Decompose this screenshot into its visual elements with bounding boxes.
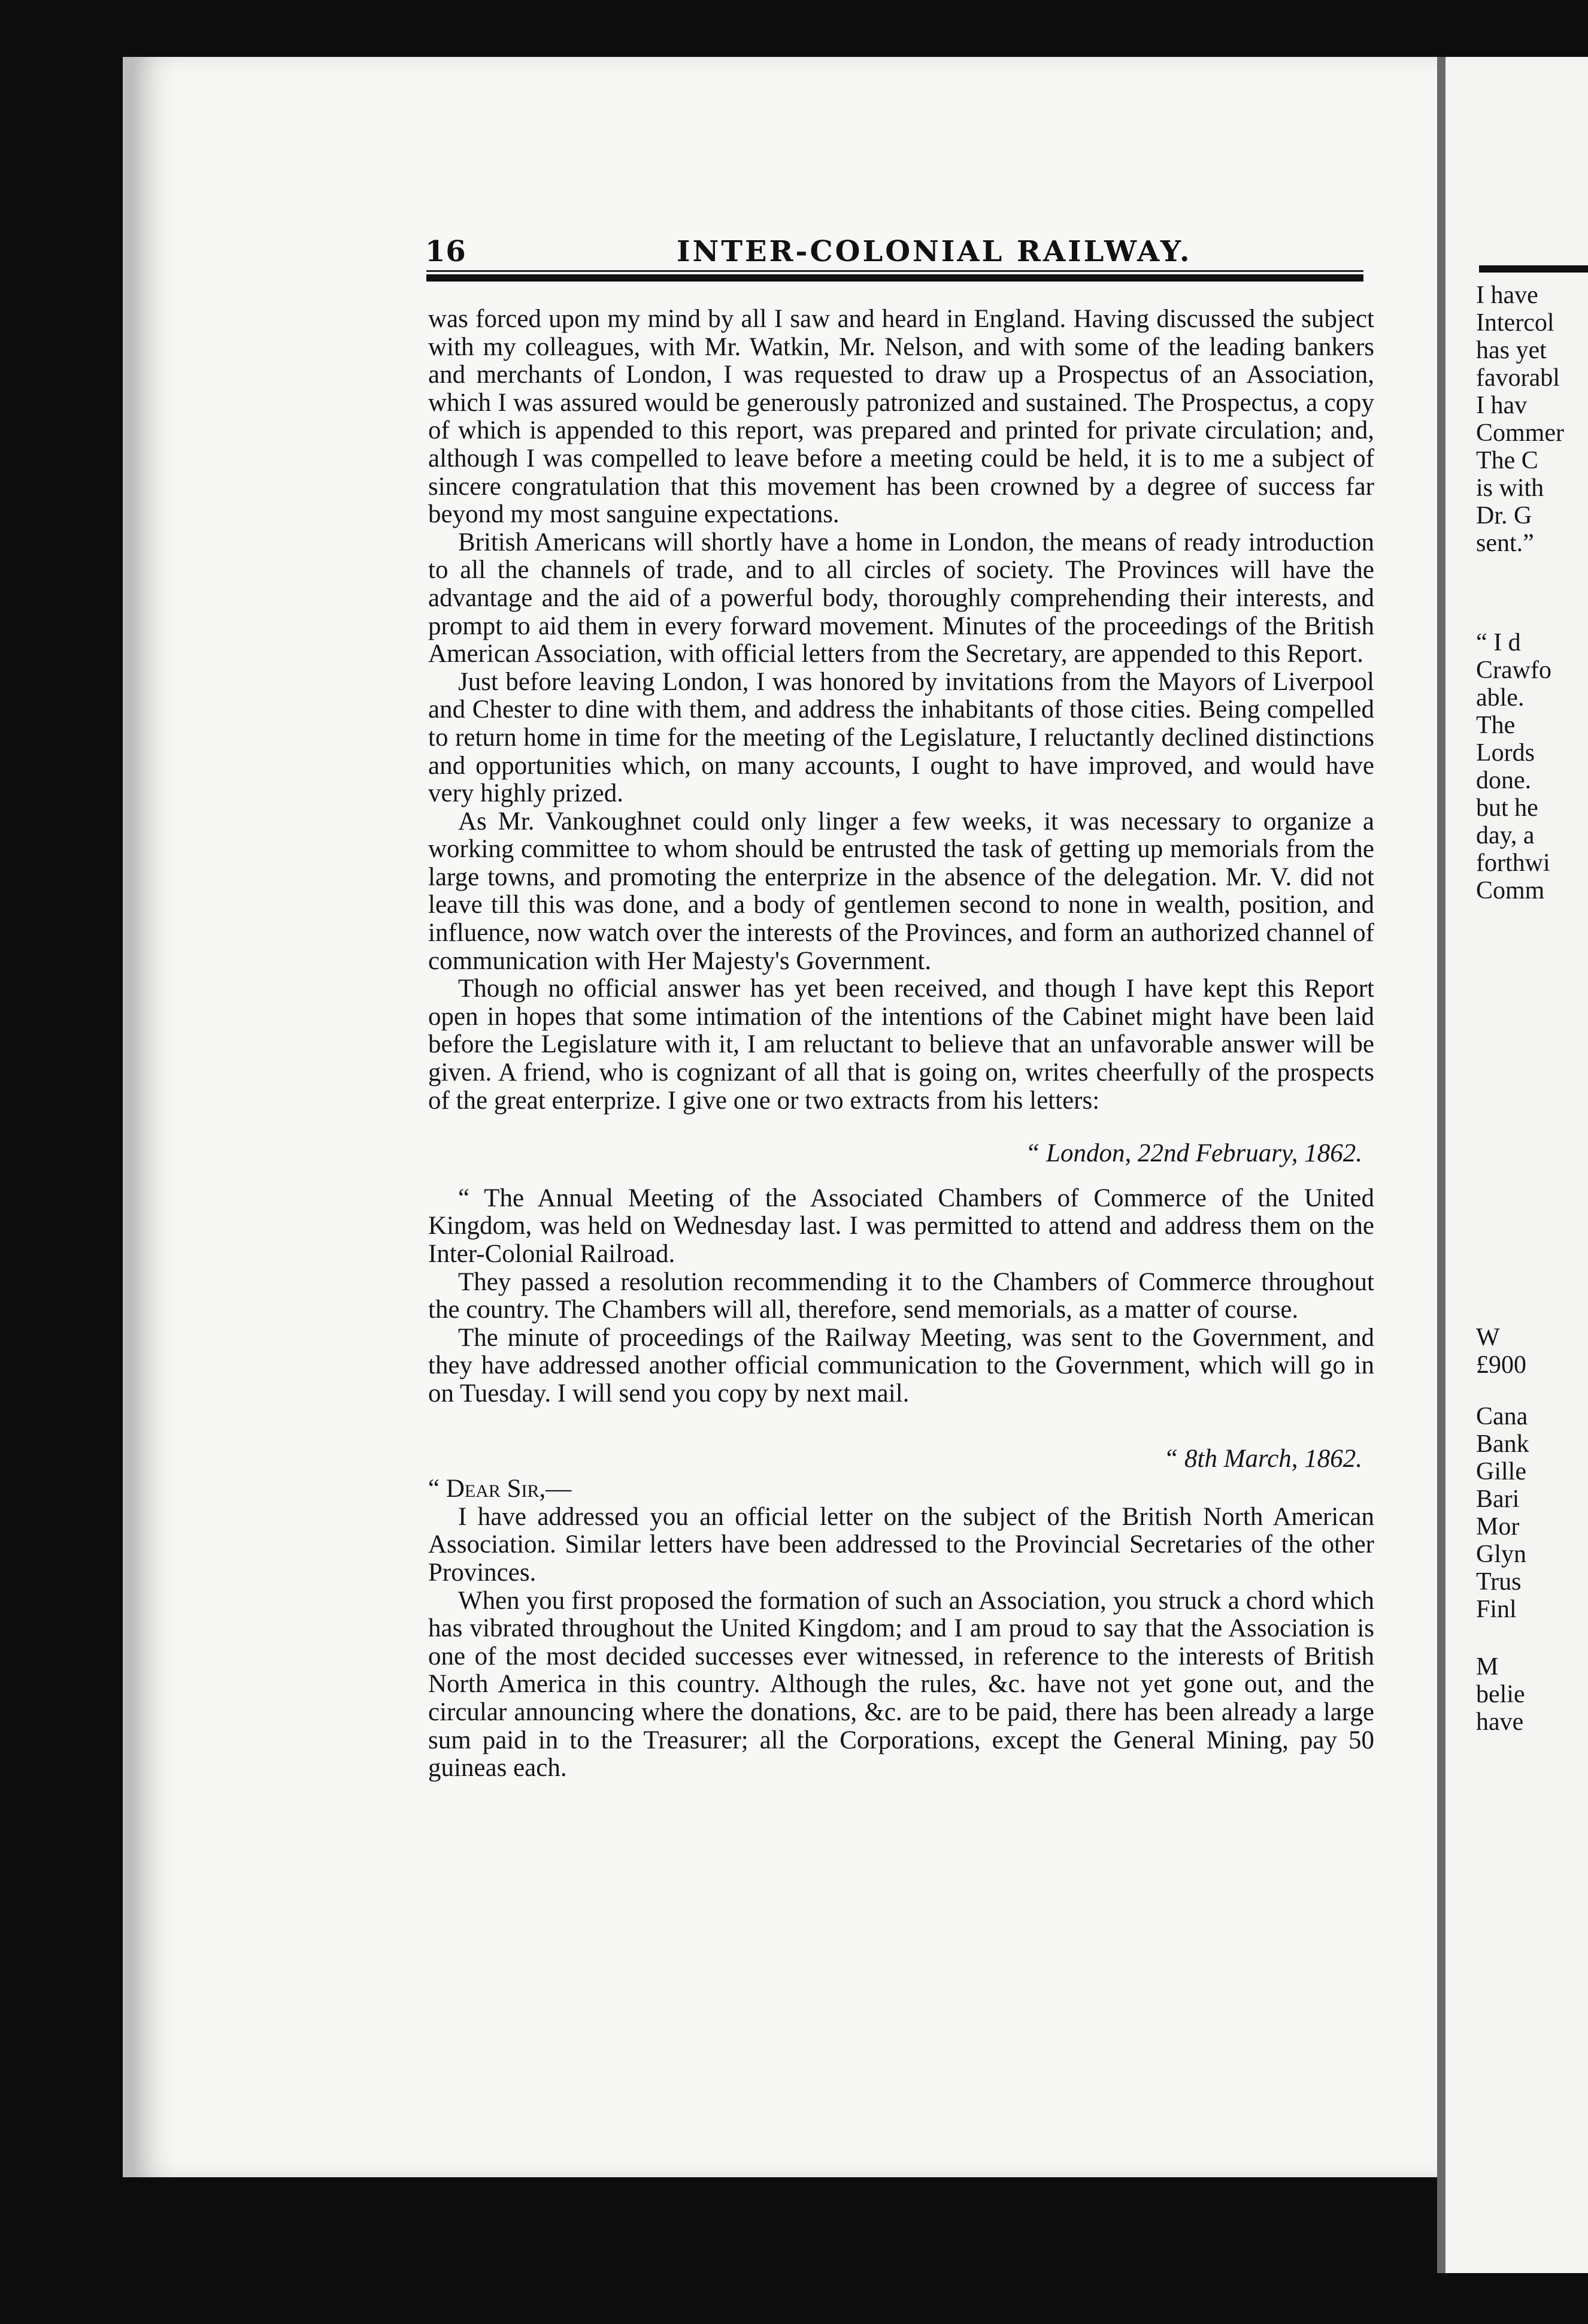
facing-line: Finl [1476, 1596, 1517, 1623]
facing-line: M [1476, 1653, 1499, 1681]
running-title: INTER-COLONIAL RAILWAY. [677, 235, 1192, 268]
letter-dateline: “ 8th March, 1862. [1163, 1444, 1362, 1473]
header-rule-thin [426, 270, 1363, 272]
paragraph: was forced upon my mind by all I saw and heard in England. Having discussed the subject with my colleagues, with Mr. Watkin, Mr. Nelson, and with some of the leading bankers and merchants of London, I was requested to draw up a Prospectus of an Association, which I was assured would be generously patronized and sustained. The Prospectus, a copy of which is appended to this report, was prepared and printed for private circulation; and, although I was compelled to leave before a meeting could be held, it is to me a subject of sincere congratulation that this movement has been crowned by a degree of success far beyond my most sanguine expectations. [428, 305, 1374, 529]
paragraph: British Americans will shortly have a home in London, the means of ready introduction to all the channels of trade, and to all circles of society. The Provinces will have the advantage and the aid of a powerful body, thoroughly comprehending their interests, and prompt to aid them in every forward movement. Minutes of the proceedings of the British American Association, with official letters from the Secretary, are appended to this Report. [428, 528, 1374, 668]
facing-line: sent.” [1476, 529, 1534, 557]
page-number: 16 [425, 235, 466, 268]
facing-line: but he [1476, 794, 1538, 822]
facing-line: is with [1476, 474, 1544, 502]
facing-line: Bari [1476, 1485, 1520, 1513]
facing-line: £900 [1476, 1351, 1526, 1379]
letter-paragraph: “ The Annual Meeting of the Associated Chambers of Commerce of the United Kingdom, was held on Wednesday last. I was permitted to attend and address them on the Inter-Colonial Railroad. [428, 1184, 1374, 1268]
body-text [428, 305, 1374, 1783]
facing-line: Glyn [1476, 1541, 1526, 1568]
header-rule-thick [426, 274, 1363, 282]
facing-line: day, a [1476, 822, 1535, 849]
facing-line: Lords [1476, 739, 1535, 767]
facing-line: have [1476, 1708, 1524, 1736]
letter-salutation: “ Dear Sir,— [428, 1475, 572, 1503]
facing-page-text [1476, 258, 1588, 1736]
letter-paragraph: The minute of proceedings of the Railway Meeting, was sent to the Government, and they have addressed another official communication to the Government, which will go in on Tuesday. I will send you copy by next mail. [428, 1323, 1374, 1408]
facing-line: Mor [1476, 1513, 1520, 1541]
facing-line: Gille [1476, 1458, 1526, 1485]
facing-line: Intercol [1476, 309, 1554, 337]
facing-line: “ I d [1476, 629, 1521, 656]
facing-line: Crawfo [1476, 656, 1551, 684]
paragraph: Just before leaving London, I was honored by invitations from the Mayors of Liverpool and Chester to dine with them, and address the inhabitants of those cities. Being compelled to return home in time for the meeting of the Legislature, I reluctantly declined distinctions and opportunities which, on many accounts, I ought to have improved, and would have very highly prized. [428, 667, 1374, 808]
running-head [425, 235, 1413, 271]
facing-line: Dr. G [1476, 502, 1532, 529]
facing-line: The [1476, 712, 1516, 739]
facing-line: W [1476, 1324, 1500, 1351]
letter-dateline: “ London, 22nd February, 1862. [1025, 1139, 1362, 1168]
facing-line: I hav [1476, 392, 1528, 419]
facing-line: The C [1476, 447, 1538, 474]
facing-line: favorabl [1476, 364, 1560, 392]
facing-line: Cana [1476, 1403, 1528, 1430]
facing-line: Commer [1476, 419, 1564, 447]
letter-paragraph: I have addressed you an official letter on the subject of the British North American Association. Similar letters have been addressed to the Provincial Secretaries of the other Provinces. [428, 1502, 1374, 1587]
letter-paragraph: They passed a resolution recommending it to the Chambers of Commerce throughout the country. The Chambers will all, therefore, send memorials, as a matter of course. [428, 1267, 1374, 1324]
paragraph: Though no official answer has yet been received, and though I have kept this Report open in hopes that some intimation of the intentions of the Cabinet might have been laid before the Legislature with it, I am reluctant to believe that an unfavorable answer will be given. A friend, who is cognizant of all that is going on, writes cheerfully of the prospects of the great enterprize. I give one or two extracts from his letters: [428, 975, 1374, 1115]
letter-paragraph: When you first proposed the formation of such an Association, you struck a chord which has vibrated throughout the United Kingdom; and I am proud to say that the Association is one of the most decided successes ever witnessed, in reference to the interests of British North America in this country. Although the rules, &c. have not yet gone out, and the circular announcing where the donations, &c. are to be paid, there has been already a large sum paid in to the Treasurer; all the Corporations, except the General Mining, pay 50 guineas each. [428, 1586, 1374, 1783]
facing-line: belie [1476, 1681, 1525, 1708]
facing-line: Comm [1476, 877, 1545, 904]
facing-line: Trus [1476, 1568, 1522, 1596]
facing-line: done. [1476, 767, 1532, 794]
facing-line: able. [1476, 684, 1525, 712]
facing-line: Bank [1476, 1430, 1529, 1458]
facing-line: has yet [1476, 337, 1547, 364]
facing-line: forthwi [1476, 849, 1550, 877]
facing-line: I have [1476, 282, 1538, 309]
paragraph: As Mr. Vankoughnet could only linger a few weeks, it was necessary to organize a working committee to whom should be entrusted the task of getting up memorials from the large towns, and promoting the enterprize in the absence of the delegation. Mr. V. did not leave till this was done, and a body of gentlemen second to none in wealth, position, and influence, now watch over the interests of the Provinces, and form an authorized channel of communication with Her Majesty's Government. [428, 807, 1374, 975]
